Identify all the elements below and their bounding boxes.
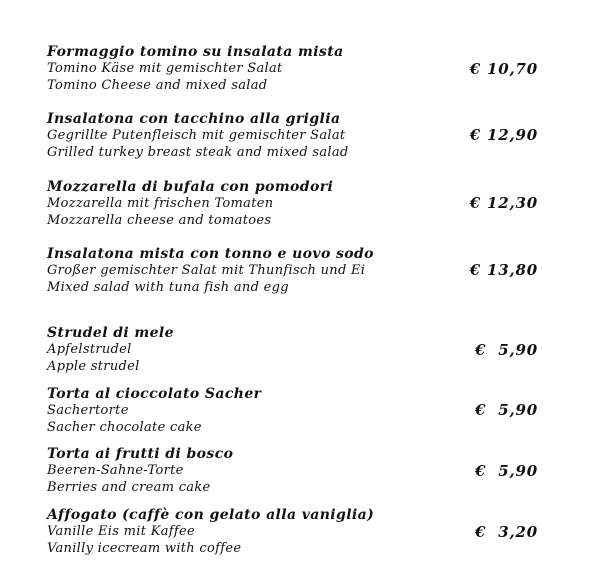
dish-price: € 5,90 <box>474 401 538 419</box>
dish-description-english: Vanilly icecream with coffee <box>47 540 242 556</box>
dish-description-german: Großer gemischter Salat mit Thunfisch und Ei <box>47 263 366 278</box>
dish-description-english: Mixed salad with tuna fish and egg <box>47 279 289 295</box>
dish-price: € 5,90 <box>474 341 538 359</box>
dish-name: Insalatona mista con tonno e uovo sodo <box>47 246 374 262</box>
dish-description-german: Mozzarella mit frischen Tomaten <box>47 196 274 211</box>
dish-description-german: Apfelstrudel <box>47 342 132 357</box>
dish-price: € 12,30 <box>469 194 538 212</box>
dish-price: € 10,70 <box>469 60 538 78</box>
dish-name: Mozzarella di bufala con pomodori <box>47 179 334 195</box>
dish-description-german: Tomino Käse mit gemischter Salat <box>47 61 283 76</box>
dish-description-german: Sachertorte <box>47 403 129 418</box>
dish-description-english: Berries and cream cake <box>47 479 211 495</box>
dish-price: € 3,20 <box>474 523 538 541</box>
dish-description-english: Mozzarella cheese and tomatoes <box>47 212 272 228</box>
dish-description-english: Sacher chocolate cake <box>47 419 202 435</box>
dish-name: Strudel di mele <box>47 325 174 341</box>
dish-description-german: Vanille Eis mit Kaffee <box>47 524 195 539</box>
dish-description-german: Gegrillte Putenfleisch mit gemischter Salat <box>47 128 346 143</box>
dish-description-english: Grilled turkey breast steak and mixed salad <box>47 144 349 160</box>
dish-name: Formaggio tomino su insalata mista <box>47 44 344 60</box>
dish-price: € 5,90 <box>474 462 538 480</box>
dish-price: € 12,90 <box>469 126 538 144</box>
dish-description-german: Beeren-Sahne-Torte <box>47 463 184 478</box>
dish-price: € 13,80 <box>469 261 538 279</box>
dish-description-english: Apple strudel <box>47 358 140 374</box>
dish-description-english: Tomino Cheese and mixed salad <box>47 77 268 93</box>
dish-name: Torta ai frutti di bosco <box>47 446 234 462</box>
dish-name: Torta al cioccolato Sacher <box>47 386 262 402</box>
dish-name: Insalatona con tacchino alla griglia <box>47 111 341 127</box>
dish-name: Affogato (caffè con gelato alla vaniglia) <box>47 507 375 523</box>
